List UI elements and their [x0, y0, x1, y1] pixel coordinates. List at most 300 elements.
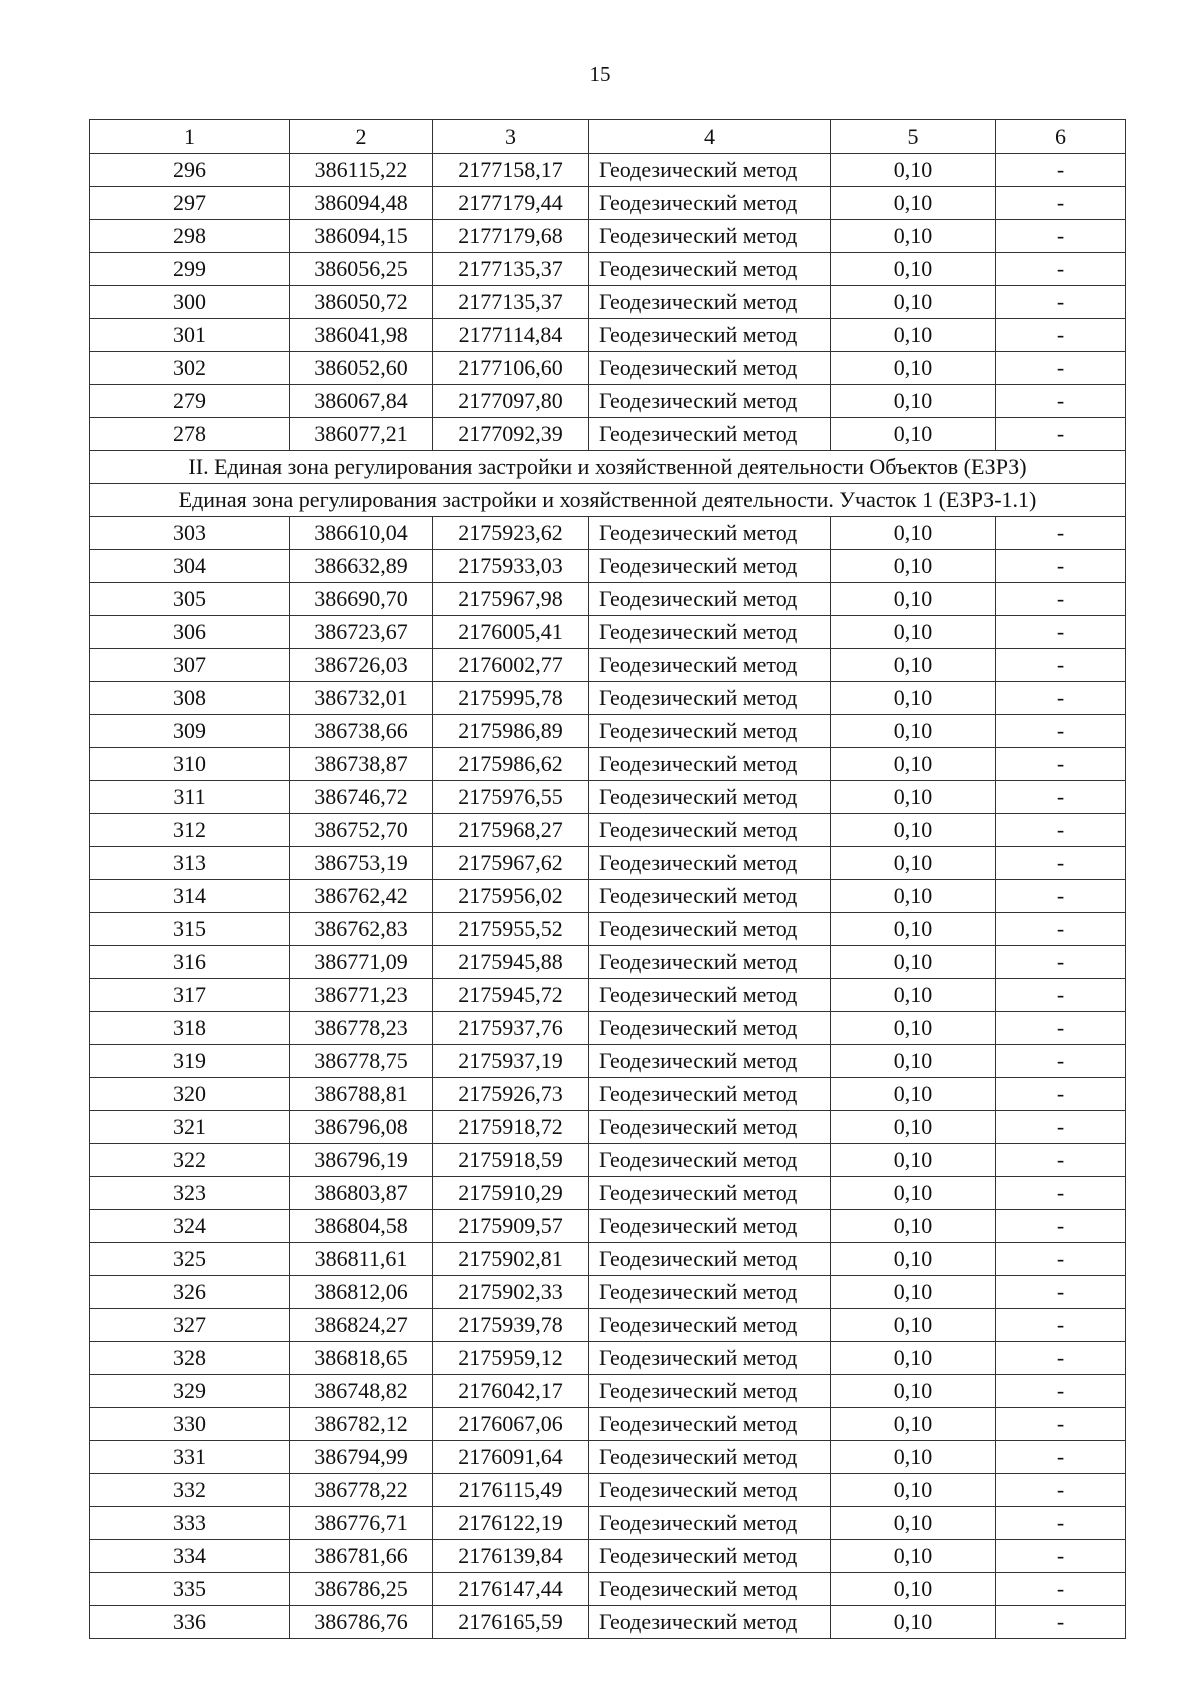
x-coordinate-cell: 386732,01: [290, 682, 433, 715]
point-number-cell: 333: [90, 1507, 290, 1540]
y-coordinate-cell: 2175986,62: [433, 748, 589, 781]
y-coordinate-cell: 2175995,78: [433, 682, 589, 715]
table-row: [90, 1540, 1126, 1573]
x-coordinate-cell: 386610,04: [290, 517, 433, 550]
table-row: [90, 913, 1126, 946]
point-number-cell: 307: [90, 649, 290, 682]
note-cell: -: [996, 847, 1126, 880]
x-coordinate-cell: 386771,09: [290, 946, 433, 979]
note-cell: -: [996, 1474, 1126, 1507]
point-number-cell: 321: [90, 1111, 290, 1144]
note-cell: -: [996, 253, 1126, 286]
accuracy-cell: 0,10: [831, 1606, 996, 1639]
point-number-cell: 298: [90, 220, 290, 253]
section-row: [90, 451, 1126, 484]
point-number-cell: 315: [90, 913, 290, 946]
point-number-cell: 327: [90, 1309, 290, 1342]
point-number-cell: 324: [90, 1210, 290, 1243]
x-coordinate-cell: 386788,81: [290, 1078, 433, 1111]
accuracy-cell: 0,10: [831, 1573, 996, 1606]
table-row: [90, 715, 1126, 748]
x-coordinate-cell: 386796,08: [290, 1111, 433, 1144]
note-cell: -: [996, 517, 1126, 550]
y-coordinate-cell: 2177179,44: [433, 187, 589, 220]
y-coordinate-cell: 2177135,37: [433, 253, 589, 286]
accuracy-cell: 0,10: [831, 979, 996, 1012]
y-coordinate-cell: 2175945,88: [433, 946, 589, 979]
table-row: [90, 550, 1126, 583]
accuracy-cell: 0,10: [831, 187, 996, 220]
y-coordinate-cell: 2175937,19: [433, 1045, 589, 1078]
y-coordinate-cell: 2175939,78: [433, 1309, 589, 1342]
y-coordinate-cell: 2175967,98: [433, 583, 589, 616]
point-number-cell: 310: [90, 748, 290, 781]
x-coordinate-cell: 386748,82: [290, 1375, 433, 1408]
method-cell: Геодезический метод: [589, 1342, 831, 1375]
accuracy-cell: 0,10: [831, 352, 996, 385]
y-coordinate-cell: 2175959,12: [433, 1342, 589, 1375]
table-row: [90, 1012, 1126, 1045]
accuracy-cell: 0,10: [831, 385, 996, 418]
block2-body: [90, 517, 1126, 1639]
note-cell: -: [996, 1045, 1126, 1078]
x-coordinate-cell: 386786,76: [290, 1606, 433, 1639]
point-number-cell: 335: [90, 1573, 290, 1606]
y-coordinate-cell: 2175955,52: [433, 913, 589, 946]
note-cell: -: [996, 781, 1126, 814]
note-cell: -: [996, 715, 1126, 748]
note-cell: -: [996, 748, 1126, 781]
point-number-cell: 296: [90, 154, 290, 187]
x-coordinate-cell: 386077,21: [290, 418, 433, 451]
note-cell: -: [996, 1606, 1126, 1639]
x-coordinate-cell: 386738,87: [290, 748, 433, 781]
note-cell: -: [996, 682, 1126, 715]
table-row: [90, 517, 1126, 550]
y-coordinate-cell: 2175937,76: [433, 1012, 589, 1045]
method-cell: Геодезический метод: [589, 550, 831, 583]
note-cell: -: [996, 946, 1126, 979]
point-number-cell: 302: [90, 352, 290, 385]
point-number-cell: 334: [90, 1540, 290, 1573]
note-cell: -: [996, 1441, 1126, 1474]
accuracy-cell: 0,10: [831, 583, 996, 616]
point-number-cell: 322: [90, 1144, 290, 1177]
header-cell: 5: [831, 120, 996, 154]
note-cell: -: [996, 1012, 1126, 1045]
accuracy-cell: 0,10: [831, 1441, 996, 1474]
method-cell: Геодезический метод: [589, 682, 831, 715]
accuracy-cell: 0,10: [831, 814, 996, 847]
method-cell: Геодезический метод: [589, 979, 831, 1012]
y-coordinate-cell: 2176147,44: [433, 1573, 589, 1606]
point-number-cell: 301: [90, 319, 290, 352]
method-cell: Геодезический метод: [589, 1375, 831, 1408]
y-coordinate-cell: 2176042,17: [433, 1375, 589, 1408]
method-cell: Геодезический метод: [589, 385, 831, 418]
header-cell: 1: [90, 120, 290, 154]
method-cell: Геодезический метод: [589, 1045, 831, 1078]
point-number-cell: 336: [90, 1606, 290, 1639]
subsection-row: [90, 484, 1126, 517]
point-number-cell: 279: [90, 385, 290, 418]
note-cell: -: [996, 979, 1126, 1012]
x-coordinate-cell: 386726,03: [290, 649, 433, 682]
method-cell: Геодезический метод: [589, 1540, 831, 1573]
note-cell: -: [996, 913, 1126, 946]
y-coordinate-cell: 2175976,55: [433, 781, 589, 814]
table-row: [90, 880, 1126, 913]
table-row: [90, 1507, 1126, 1540]
point-number-cell: 300: [90, 286, 290, 319]
note-cell: -: [996, 385, 1126, 418]
x-coordinate-cell: 386803,87: [290, 1177, 433, 1210]
note-cell: -: [996, 1210, 1126, 1243]
table-row: [90, 1276, 1126, 1309]
y-coordinate-cell: 2175968,27: [433, 814, 589, 847]
x-coordinate-cell: 386746,72: [290, 781, 433, 814]
x-coordinate-cell: 386723,67: [290, 616, 433, 649]
accuracy-cell: 0,10: [831, 1309, 996, 1342]
y-coordinate-cell: 2176165,59: [433, 1606, 589, 1639]
x-coordinate-cell: 386762,83: [290, 913, 433, 946]
point-number-cell: 299: [90, 253, 290, 286]
table-row: [90, 847, 1126, 880]
point-number-cell: 331: [90, 1441, 290, 1474]
block1-body: [90, 154, 1126, 451]
point-number-cell: 332: [90, 1474, 290, 1507]
y-coordinate-cell: 2177179,68: [433, 220, 589, 253]
y-coordinate-cell: 2177114,84: [433, 319, 589, 352]
method-cell: Геодезический метод: [589, 1573, 831, 1606]
method-cell: Геодезический метод: [589, 1078, 831, 1111]
method-cell: Геодезический метод: [589, 649, 831, 682]
y-coordinate-cell: 2176002,77: [433, 649, 589, 682]
point-number-cell: 325: [90, 1243, 290, 1276]
coordinates-table: [89, 119, 1126, 1639]
accuracy-cell: 0,10: [831, 1276, 996, 1309]
y-coordinate-cell: 2175945,72: [433, 979, 589, 1012]
note-cell: -: [996, 319, 1126, 352]
table-row: [90, 1309, 1126, 1342]
note-cell: -: [996, 187, 1126, 220]
note-cell: -: [996, 550, 1126, 583]
x-coordinate-cell: 386052,60: [290, 352, 433, 385]
table-row: [90, 187, 1126, 220]
note-cell: -: [996, 1408, 1126, 1441]
point-number-cell: 304: [90, 550, 290, 583]
method-cell: Геодезический метод: [589, 352, 831, 385]
x-coordinate-cell: 386771,23: [290, 979, 433, 1012]
accuracy-cell: 0,10: [831, 1078, 996, 1111]
table-row: [90, 319, 1126, 352]
method-cell: Геодезический метод: [589, 1309, 831, 1342]
table-row: [90, 352, 1126, 385]
accuracy-cell: 0,10: [831, 220, 996, 253]
table-row: [90, 1144, 1126, 1177]
method-cell: Геодезический метод: [589, 286, 831, 319]
accuracy-cell: 0,10: [831, 781, 996, 814]
point-number-cell: 313: [90, 847, 290, 880]
point-number-cell: 314: [90, 880, 290, 913]
x-coordinate-cell: 386752,70: [290, 814, 433, 847]
accuracy-cell: 0,10: [831, 715, 996, 748]
header-cell: 4: [589, 120, 831, 154]
accuracy-cell: 0,10: [831, 1012, 996, 1045]
note-cell: -: [996, 1276, 1126, 1309]
table-row: [90, 1408, 1126, 1441]
method-cell: Геодезический метод: [589, 1408, 831, 1441]
y-coordinate-cell: 2177135,37: [433, 286, 589, 319]
accuracy-cell: 0,10: [831, 616, 996, 649]
section-title: II. Единая зона регулирования застройки и хозяйственной деятельности Объектов (ЕЗРЗ): [90, 451, 1126, 484]
point-number-cell: 326: [90, 1276, 290, 1309]
point-number-cell: 319: [90, 1045, 290, 1078]
method-cell: Геодезический метод: [589, 1177, 831, 1210]
accuracy-cell: 0,10: [831, 253, 996, 286]
note-cell: -: [996, 154, 1126, 187]
accuracy-cell: 0,10: [831, 1507, 996, 1540]
point-number-cell: 278: [90, 418, 290, 451]
method-cell: Геодезический метод: [589, 1243, 831, 1276]
method-cell: Геодезический метод: [589, 781, 831, 814]
y-coordinate-cell: 2175967,62: [433, 847, 589, 880]
accuracy-cell: 0,10: [831, 847, 996, 880]
y-coordinate-cell: 2177092,39: [433, 418, 589, 451]
accuracy-cell: 0,10: [831, 1045, 996, 1078]
table-row: [90, 1045, 1126, 1078]
table-row: [90, 1177, 1126, 1210]
x-coordinate-cell: 386690,70: [290, 583, 433, 616]
point-number-cell: 329: [90, 1375, 290, 1408]
accuracy-cell: 0,10: [831, 1375, 996, 1408]
point-number-cell: 316: [90, 946, 290, 979]
method-cell: Геодезический метод: [589, 814, 831, 847]
accuracy-cell: 0,10: [831, 1111, 996, 1144]
table-row: [90, 1441, 1126, 1474]
x-coordinate-cell: 386778,22: [290, 1474, 433, 1507]
note-cell: -: [996, 649, 1126, 682]
y-coordinate-cell: 2175909,57: [433, 1210, 589, 1243]
method-cell: Геодезический метод: [589, 946, 831, 979]
accuracy-cell: 0,10: [831, 1210, 996, 1243]
x-coordinate-cell: 386632,89: [290, 550, 433, 583]
accuracy-cell: 0,10: [831, 517, 996, 550]
x-coordinate-cell: 386094,48: [290, 187, 433, 220]
point-number-cell: 308: [90, 682, 290, 715]
method-cell: Геодезический метод: [589, 517, 831, 550]
y-coordinate-cell: 2176139,84: [433, 1540, 589, 1573]
method-cell: Геодезический метод: [589, 913, 831, 946]
table-row: [90, 946, 1126, 979]
y-coordinate-cell: 2176115,49: [433, 1474, 589, 1507]
point-number-cell: 311: [90, 781, 290, 814]
header-row: [90, 120, 1126, 154]
note-cell: -: [996, 220, 1126, 253]
table-row: [90, 682, 1126, 715]
method-cell: Геодезический метод: [589, 1144, 831, 1177]
accuracy-cell: 0,10: [831, 682, 996, 715]
method-cell: Геодезический метод: [589, 715, 831, 748]
table-row: [90, 979, 1126, 1012]
accuracy-cell: 0,10: [831, 1540, 996, 1573]
method-cell: Геодезический метод: [589, 1474, 831, 1507]
y-coordinate-cell: 2175956,02: [433, 880, 589, 913]
table-row: [90, 814, 1126, 847]
x-coordinate-cell: 386794,99: [290, 1441, 433, 1474]
accuracy-cell: 0,10: [831, 286, 996, 319]
y-coordinate-cell: 2175910,29: [433, 1177, 589, 1210]
table-row: [90, 154, 1126, 187]
y-coordinate-cell: 2175918,72: [433, 1111, 589, 1144]
table-row: [90, 1573, 1126, 1606]
x-coordinate-cell: 386778,75: [290, 1045, 433, 1078]
y-coordinate-cell: 2177106,60: [433, 352, 589, 385]
method-cell: Геодезический метод: [589, 1276, 831, 1309]
y-coordinate-cell: 2176005,41: [433, 616, 589, 649]
method-cell: Геодезический метод: [589, 583, 831, 616]
table-row: [90, 1606, 1126, 1639]
note-cell: -: [996, 1540, 1126, 1573]
y-coordinate-cell: 2175902,81: [433, 1243, 589, 1276]
y-coordinate-cell: 2177097,80: [433, 385, 589, 418]
point-number-cell: 320: [90, 1078, 290, 1111]
y-coordinate-cell: 2175918,59: [433, 1144, 589, 1177]
note-cell: -: [996, 880, 1126, 913]
note-cell: -: [996, 1573, 1126, 1606]
note-cell: -: [996, 1375, 1126, 1408]
note-cell: -: [996, 1111, 1126, 1144]
x-coordinate-cell: 386115,22: [290, 154, 433, 187]
accuracy-cell: 0,10: [831, 1243, 996, 1276]
x-coordinate-cell: 386050,72: [290, 286, 433, 319]
note-cell: -: [996, 352, 1126, 385]
method-cell: Геодезический метод: [589, 1012, 831, 1045]
point-number-cell: 303: [90, 517, 290, 550]
accuracy-cell: 0,10: [831, 319, 996, 352]
x-coordinate-cell: 386776,71: [290, 1507, 433, 1540]
header-cell: 2: [290, 120, 433, 154]
method-cell: Геодезический метод: [589, 880, 831, 913]
accuracy-cell: 0,10: [831, 748, 996, 781]
note-cell: -: [996, 418, 1126, 451]
y-coordinate-cell: 2175926,73: [433, 1078, 589, 1111]
method-cell: Геодезический метод: [589, 220, 831, 253]
accuracy-cell: 0,10: [831, 1408, 996, 1441]
table-row: [90, 286, 1126, 319]
x-coordinate-cell: 386818,65: [290, 1342, 433, 1375]
method-cell: Геодезический метод: [589, 1507, 831, 1540]
note-cell: -: [996, 583, 1126, 616]
accuracy-cell: 0,10: [831, 913, 996, 946]
table-row: [90, 649, 1126, 682]
x-coordinate-cell: 386782,12: [290, 1408, 433, 1441]
y-coordinate-cell: 2176122,19: [433, 1507, 589, 1540]
point-number-cell: 297: [90, 187, 290, 220]
method-cell: Геодезический метод: [589, 616, 831, 649]
method-cell: Геодезический метод: [589, 1606, 831, 1639]
y-coordinate-cell: 2175923,62: [433, 517, 589, 550]
table-row: [90, 1078, 1126, 1111]
header-cell: 3: [433, 120, 589, 154]
y-coordinate-cell: 2175933,03: [433, 550, 589, 583]
method-cell: Геодезический метод: [589, 1441, 831, 1474]
x-coordinate-cell: 386056,25: [290, 253, 433, 286]
x-coordinate-cell: 386804,58: [290, 1210, 433, 1243]
x-coordinate-cell: 386796,19: [290, 1144, 433, 1177]
point-number-cell: 305: [90, 583, 290, 616]
note-cell: -: [996, 616, 1126, 649]
method-cell: Геодезический метод: [589, 1210, 831, 1243]
point-number-cell: 328: [90, 1342, 290, 1375]
table-row: [90, 781, 1126, 814]
method-cell: Геодезический метод: [589, 187, 831, 220]
x-coordinate-cell: 386738,66: [290, 715, 433, 748]
x-coordinate-cell: 386753,19: [290, 847, 433, 880]
point-number-cell: 330: [90, 1408, 290, 1441]
note-cell: -: [996, 1243, 1126, 1276]
y-coordinate-cell: 2176091,64: [433, 1441, 589, 1474]
accuracy-cell: 0,10: [831, 1144, 996, 1177]
x-coordinate-cell: 386067,84: [290, 385, 433, 418]
point-number-cell: 317: [90, 979, 290, 1012]
accuracy-cell: 0,10: [831, 154, 996, 187]
table-row: [90, 385, 1126, 418]
accuracy-cell: 0,10: [831, 550, 996, 583]
table-row: [90, 418, 1126, 451]
method-cell: Геодезический метод: [589, 253, 831, 286]
table-row: [90, 220, 1126, 253]
note-cell: -: [996, 286, 1126, 319]
table-row: [90, 1375, 1126, 1408]
y-coordinate-cell: 2177158,17: [433, 154, 589, 187]
accuracy-cell: 0,10: [831, 418, 996, 451]
point-number-cell: 323: [90, 1177, 290, 1210]
subsection-title: Единая зона регулирования застройки и хозяйственной деятельности. Участок 1 (ЕЗРЗ-1.1): [90, 484, 1126, 517]
x-coordinate-cell: 386811,61: [290, 1243, 433, 1276]
table-row: [90, 616, 1126, 649]
method-cell: Геодезический метод: [589, 418, 831, 451]
y-coordinate-cell: 2176067,06: [433, 1408, 589, 1441]
accuracy-cell: 0,10: [831, 880, 996, 913]
method-cell: Геодезический метод: [589, 847, 831, 880]
note-cell: -: [996, 1342, 1126, 1375]
table-row: [90, 1342, 1126, 1375]
table-row: [90, 1243, 1126, 1276]
x-coordinate-cell: 386094,15: [290, 220, 433, 253]
note-cell: -: [996, 814, 1126, 847]
point-number-cell: 318: [90, 1012, 290, 1045]
accuracy-cell: 0,10: [831, 1474, 996, 1507]
y-coordinate-cell: 2175986,89: [433, 715, 589, 748]
y-coordinate-cell: 2175902,33: [433, 1276, 589, 1309]
x-coordinate-cell: 386786,25: [290, 1573, 433, 1606]
page-number: 15: [589, 62, 611, 86]
point-number-cell: 306: [90, 616, 290, 649]
table-row: [90, 253, 1126, 286]
point-number-cell: 309: [90, 715, 290, 748]
accuracy-cell: 0,10: [831, 946, 996, 979]
method-cell: Геодезический метод: [589, 154, 831, 187]
x-coordinate-cell: 386781,66: [290, 1540, 433, 1573]
accuracy-cell: 0,10: [831, 1177, 996, 1210]
table-row: [90, 748, 1126, 781]
table-row: [90, 1111, 1126, 1144]
table-row: [90, 1474, 1126, 1507]
note-cell: -: [996, 1309, 1126, 1342]
note-cell: -: [996, 1078, 1126, 1111]
note-cell: -: [996, 1507, 1126, 1540]
